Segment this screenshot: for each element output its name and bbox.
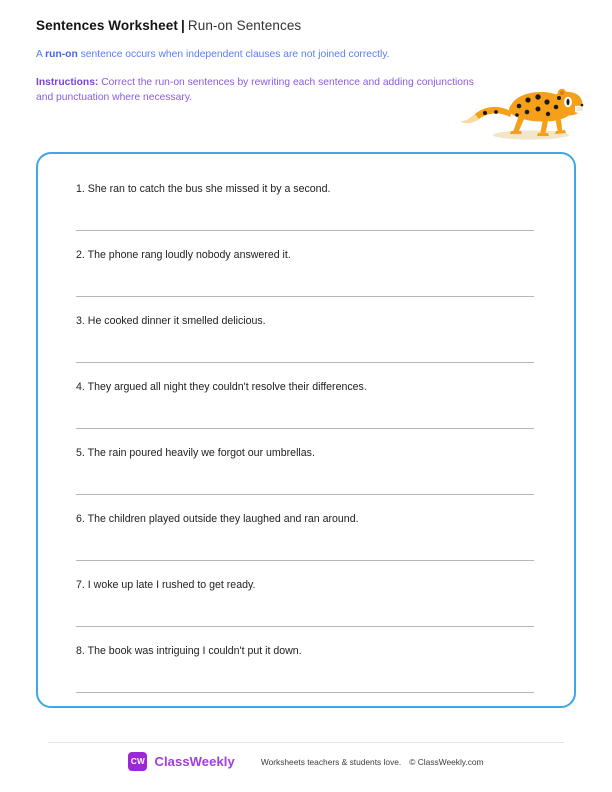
question-number: 1. — [76, 183, 85, 195]
worksheet-header — [36, 0, 576, 105]
answer-line[interactable] — [76, 494, 534, 495]
question-text — [76, 248, 544, 262]
definition-term: run-on — [45, 49, 78, 60]
footer — [0, 752, 612, 771]
question-item — [76, 182, 544, 248]
question-item — [76, 380, 544, 446]
definition-text — [36, 48, 576, 62]
classweekly-badge-icon: CW — [128, 752, 147, 771]
instructions-body: Correct the run-on sentences by rewriting each sentence and adding conjunctions and punctuation where necessary. — [36, 77, 474, 103]
question-text — [76, 512, 544, 526]
answer-line[interactable] — [76, 296, 534, 297]
page-title-main: Sentences Worksheet — [36, 18, 178, 33]
question-item — [76, 512, 544, 578]
answer-line[interactable] — [76, 230, 534, 231]
questions-list — [38, 154, 574, 710]
question-number: 4. — [76, 381, 85, 393]
footer-tagline: Worksheets teachers & students love. — [260, 756, 402, 767]
answer-line[interactable] — [76, 428, 534, 429]
question-text — [76, 446, 544, 460]
questions-card — [36, 152, 576, 708]
question-text — [76, 314, 544, 328]
definition-rest: sentence occurs when independent clauses are not joined correctly. — [77, 49, 390, 60]
question-body: The phone rang loudly nobody answered it. — [87, 249, 291, 261]
question-body: She ran to catch the bus she missed it by a second. — [87, 183, 331, 195]
footer-divider — [48, 742, 564, 743]
page-title — [36, 18, 576, 33]
question-number: 2. — [76, 249, 85, 261]
question-body: He cooked dinner it smelled delicious. — [87, 315, 266, 327]
brand-name: ClassWeekly — [154, 754, 235, 769]
question-body: The rain poured heavily we forgot our umbrellas. — [87, 447, 315, 459]
question-body: They argued all night they couldn't resolve their differences. — [87, 381, 367, 393]
footer-text-group — [261, 757, 484, 767]
footer-copyright: © ClassWeekly.com — [409, 756, 484, 767]
question-number: 6. — [76, 513, 85, 525]
answer-line[interactable] — [76, 560, 534, 561]
page-title-separator: | — [180, 18, 185, 33]
question-item — [76, 578, 544, 644]
question-number: 5. — [76, 447, 85, 459]
question-item — [76, 446, 544, 512]
question-text — [76, 644, 544, 658]
question-body: I woke up late I rushed to get ready. — [87, 579, 256, 591]
question-number: 3. — [76, 315, 85, 327]
question-body: The children played outside they laughed and ran around. — [87, 513, 359, 525]
question-item — [76, 248, 544, 314]
question-item — [76, 644, 544, 710]
question-text — [76, 578, 544, 592]
question-number: 7. — [76, 579, 85, 591]
instructions-text — [36, 75, 481, 105]
page-title-subtitle: Run-on Sentences — [187, 18, 302, 33]
answer-line[interactable] — [76, 692, 534, 693]
question-text — [76, 380, 544, 394]
instructions-label: Instructions: — [36, 77, 99, 88]
question-item — [76, 314, 544, 380]
definition-prefix: A — [36, 49, 46, 60]
answer-line[interactable] — [76, 362, 534, 363]
question-text — [76, 182, 544, 196]
question-number: 8. — [76, 645, 85, 657]
question-body: The book was intriguing I couldn't put it down. — [87, 645, 302, 657]
brand-logo — [128, 752, 234, 771]
answer-line[interactable] — [76, 626, 534, 627]
